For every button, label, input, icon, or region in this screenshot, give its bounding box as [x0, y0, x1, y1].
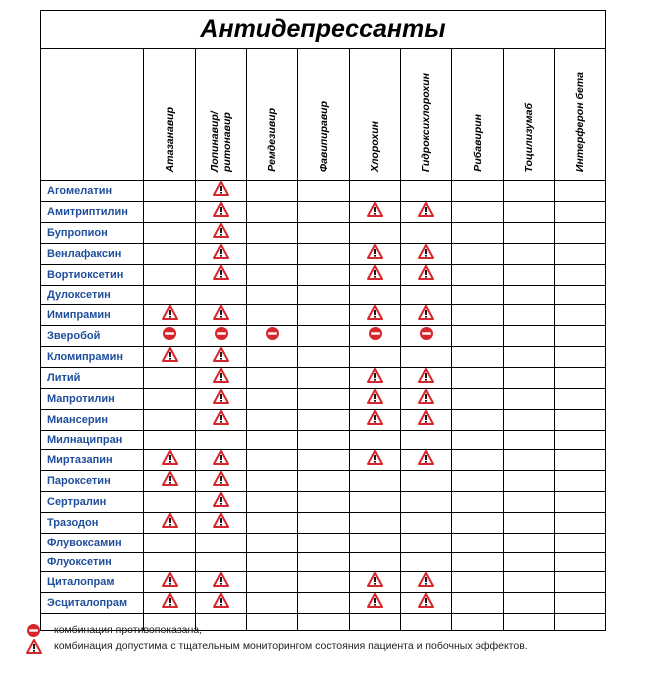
table-row [41, 513, 606, 534]
legend-caution-text: комбинация допустима с тщательным мониторингом состояния пациента и побочных эффектов. [54, 640, 528, 652]
empty-cell [350, 614, 401, 631]
empty-cell [555, 534, 606, 553]
empty-cell [401, 181, 452, 202]
empty-cell [196, 553, 247, 572]
empty-cell [555, 572, 606, 593]
warning-triangle-icon [401, 202, 452, 223]
empty-cell [555, 431, 606, 450]
warning-triangle-icon [144, 347, 196, 368]
empty-cell [452, 305, 504, 326]
column-header-label: Ремдезивир [266, 108, 278, 172]
empty-cell [401, 513, 452, 534]
column-header [144, 49, 196, 181]
empty-cell [298, 534, 350, 553]
empty-cell [452, 410, 504, 431]
column-header [247, 49, 298, 181]
column-header [452, 49, 504, 181]
drug-name: Флувоксамин [41, 534, 144, 553]
empty-cell [555, 305, 606, 326]
empty-cell [350, 431, 401, 450]
empty-cell [504, 410, 555, 431]
table-row [41, 389, 606, 410]
empty-cell [144, 244, 196, 265]
table-row [41, 450, 606, 471]
empty-cell [247, 572, 298, 593]
empty-cell [504, 513, 555, 534]
empty-cell [504, 471, 555, 492]
empty-cell [555, 265, 606, 286]
warning-triangle-icon [196, 572, 247, 593]
empty-cell [247, 534, 298, 553]
empty-cell [452, 534, 504, 553]
empty-cell [247, 450, 298, 471]
warning-triangle-icon [144, 572, 196, 593]
empty-cell [555, 513, 606, 534]
warning-triangle-icon [196, 513, 247, 534]
empty-cell [555, 181, 606, 202]
warning-triangle-icon [350, 450, 401, 471]
empty-cell [247, 410, 298, 431]
empty-cell [555, 553, 606, 572]
empty-cell [504, 223, 555, 244]
empty-cell [504, 572, 555, 593]
drug-name: Миртазапин [41, 450, 144, 471]
no-entry-icon [144, 326, 196, 347]
empty-cell [298, 471, 350, 492]
empty-cell [504, 534, 555, 553]
empty-cell [555, 389, 606, 410]
warning-triangle-icon [144, 450, 196, 471]
empty-cell [452, 614, 504, 631]
empty-cell [452, 347, 504, 368]
warning-triangle-icon [144, 513, 196, 534]
empty-cell [144, 181, 196, 202]
empty-cell [350, 471, 401, 492]
warning-triangle-icon [196, 492, 247, 513]
empty-cell [555, 286, 606, 305]
empty-cell [196, 534, 247, 553]
empty-cell [401, 347, 452, 368]
warning-triangle-icon [350, 389, 401, 410]
empty-cell [298, 389, 350, 410]
drug-name: Агомелатин [41, 181, 144, 202]
column-header [298, 49, 350, 181]
empty-cell [452, 326, 504, 347]
warning-triangle-icon [350, 305, 401, 326]
empty-cell [247, 553, 298, 572]
empty-cell [504, 553, 555, 572]
empty-cell [452, 368, 504, 389]
empty-cell [298, 410, 350, 431]
empty-cell [247, 286, 298, 305]
empty-cell [452, 202, 504, 223]
empty-cell [504, 265, 555, 286]
warning-triangle-icon [26, 639, 42, 657]
empty-cell [298, 513, 350, 534]
empty-cell [504, 286, 555, 305]
empty-cell [350, 492, 401, 513]
no-entry-icon [401, 326, 452, 347]
drug-name: Амитриптилин [41, 202, 144, 223]
empty-cell [555, 326, 606, 347]
empty-cell [247, 265, 298, 286]
empty-cell [298, 223, 350, 244]
drug-name: Милнаципран [41, 431, 144, 450]
drug-name: Флуоксетин [41, 553, 144, 572]
empty-cell [298, 244, 350, 265]
drug-name: Циталопрам [41, 572, 144, 593]
empty-cell [298, 450, 350, 471]
column-header-row [41, 49, 606, 181]
warning-triangle-icon [196, 244, 247, 265]
empty-cell [298, 614, 350, 631]
empty-cell [504, 181, 555, 202]
warning-triangle-icon [401, 244, 452, 265]
empty-cell [401, 492, 452, 513]
empty-cell [504, 305, 555, 326]
warning-triangle-icon [401, 410, 452, 431]
empty-cell [144, 431, 196, 450]
empty-cell [298, 593, 350, 614]
warning-triangle-icon [196, 265, 247, 286]
table-row [41, 410, 606, 431]
warning-triangle-icon [196, 410, 247, 431]
warning-triangle-icon [196, 389, 247, 410]
column-header-label: Гидроксихлорохин [420, 72, 432, 172]
empty-cell [452, 593, 504, 614]
table-row [41, 553, 606, 572]
column-header [196, 49, 247, 181]
empty-cell [555, 492, 606, 513]
empty-cell [196, 286, 247, 305]
warning-triangle-icon [401, 572, 452, 593]
empty-cell [144, 492, 196, 513]
empty-cell [247, 389, 298, 410]
warning-triangle-icon [401, 389, 452, 410]
warning-triangle-icon [350, 593, 401, 614]
drug-name: Зверобой [41, 326, 144, 347]
table-row [41, 181, 606, 202]
empty-cell [247, 223, 298, 244]
warning-triangle-icon [196, 593, 247, 614]
empty-cell [144, 410, 196, 431]
warning-triangle-icon [401, 368, 452, 389]
drug-name: Миансерин [41, 410, 144, 431]
empty-cell [247, 614, 298, 631]
empty-cell [247, 368, 298, 389]
empty-cell [298, 286, 350, 305]
empty-cell [555, 202, 606, 223]
table-row [41, 244, 606, 265]
empty-cell [144, 553, 196, 572]
empty-cell [247, 492, 298, 513]
table-row [41, 431, 606, 450]
empty-cell [452, 471, 504, 492]
empty-cell [452, 244, 504, 265]
empty-cell [247, 202, 298, 223]
empty-cell [247, 181, 298, 202]
empty-cell [144, 389, 196, 410]
warning-triangle-icon [196, 202, 247, 223]
empty-cell [401, 223, 452, 244]
empty-cell [144, 368, 196, 389]
empty-cell [298, 553, 350, 572]
drug-name: Мапротилин [41, 389, 144, 410]
warning-triangle-icon [350, 265, 401, 286]
table-row [41, 286, 606, 305]
empty-cell [504, 244, 555, 265]
empty-cell [452, 513, 504, 534]
empty-cell [298, 431, 350, 450]
empty-cell [247, 513, 298, 534]
empty-cell [144, 223, 196, 244]
empty-cell [452, 572, 504, 593]
empty-cell [555, 410, 606, 431]
empty-cell [504, 347, 555, 368]
empty-cell [452, 431, 504, 450]
table-row [41, 534, 606, 553]
empty-cell [555, 223, 606, 244]
empty-cell [350, 513, 401, 534]
empty-cell [555, 471, 606, 492]
empty-cell [247, 593, 298, 614]
table-row [41, 202, 606, 223]
empty-cell [247, 347, 298, 368]
warning-triangle-icon [401, 305, 452, 326]
table-row [41, 305, 606, 326]
empty-cell [196, 614, 247, 631]
empty-cell [401, 614, 452, 631]
empty-cell [452, 181, 504, 202]
column-header [504, 49, 555, 181]
empty-cell [452, 492, 504, 513]
empty-cell [555, 347, 606, 368]
legend-contraindicated-text: комбинация противопоказана, [54, 624, 203, 636]
table-row [41, 326, 606, 347]
warning-triangle-icon [196, 223, 247, 244]
empty-cell [504, 492, 555, 513]
empty-cell [298, 347, 350, 368]
table-title: Антидепрессанты [41, 11, 606, 49]
warning-triangle-icon [144, 305, 196, 326]
interaction-table [40, 10, 606, 631]
empty-cell [504, 326, 555, 347]
empty-cell [247, 244, 298, 265]
empty-cell [504, 368, 555, 389]
warning-triangle-icon [196, 305, 247, 326]
table-row [41, 572, 606, 593]
empty-cell [555, 614, 606, 631]
warning-triangle-icon [196, 368, 247, 389]
empty-cell [247, 471, 298, 492]
empty-cell [196, 431, 247, 450]
empty-cell [401, 534, 452, 553]
empty-cell [298, 326, 350, 347]
drug-name: Тразодон [41, 513, 144, 534]
warning-triangle-icon [350, 410, 401, 431]
empty-cell [401, 431, 452, 450]
empty-cell [298, 368, 350, 389]
drug-name: Кломипрамин [41, 347, 144, 368]
empty-cell [504, 450, 555, 471]
empty-cell [452, 450, 504, 471]
warning-triangle-icon [401, 593, 452, 614]
warning-triangle-icon [401, 450, 452, 471]
drug-name: Пароксетин [41, 471, 144, 492]
table-row [41, 492, 606, 513]
empty-cell [350, 553, 401, 572]
empty-cell [452, 223, 504, 244]
column-header-label: Лопинавир/ ритонавир [209, 111, 233, 172]
table-row [41, 265, 606, 286]
corner-cell [41, 49, 144, 181]
column-header [401, 49, 452, 181]
empty-cell [504, 593, 555, 614]
drug-name: Эсциталопрам [41, 593, 144, 614]
column-header-label: Тоцилизумаб [523, 102, 535, 172]
empty-cell [298, 202, 350, 223]
warning-triangle-icon [196, 347, 247, 368]
warning-triangle-icon [196, 471, 247, 492]
warning-triangle-icon [350, 368, 401, 389]
empty-cell [350, 286, 401, 305]
empty-cell [401, 286, 452, 305]
warning-triangle-icon [144, 471, 196, 492]
empty-cell [350, 347, 401, 368]
empty-cell [452, 265, 504, 286]
empty-cell [555, 368, 606, 389]
drug-name: Имипрамин [41, 305, 144, 326]
column-header-label: Хлорохин [369, 121, 381, 172]
no-entry-icon [196, 326, 247, 347]
empty-cell [555, 593, 606, 614]
drug-name: Бупропион [41, 223, 144, 244]
empty-cell [350, 181, 401, 202]
table-row [41, 347, 606, 368]
table-row [41, 593, 606, 614]
warning-triangle-icon [350, 572, 401, 593]
empty-cell [504, 202, 555, 223]
drug-name: Сертралин [41, 492, 144, 513]
empty-cell [504, 389, 555, 410]
empty-cell [555, 450, 606, 471]
empty-cell [247, 431, 298, 450]
empty-cell [504, 614, 555, 631]
empty-cell [298, 265, 350, 286]
empty-cell [452, 286, 504, 305]
warning-triangle-icon [196, 450, 247, 471]
column-header [350, 49, 401, 181]
column-header [555, 49, 606, 181]
warning-triangle-icon [401, 265, 452, 286]
table-row [41, 223, 606, 244]
empty-cell [298, 305, 350, 326]
no-entry-icon [247, 326, 298, 347]
empty-cell [247, 305, 298, 326]
empty-cell [401, 553, 452, 572]
column-header-label: Фавипиравир [317, 100, 330, 172]
empty-cell [350, 534, 401, 553]
empty-cell [452, 553, 504, 572]
empty-cell [298, 492, 350, 513]
empty-cell [401, 471, 452, 492]
column-header-label: Рибавирин [471, 114, 484, 172]
warning-triangle-icon [144, 593, 196, 614]
drug-name: Литий [41, 368, 144, 389]
empty-cell [144, 202, 196, 223]
empty-cell [144, 265, 196, 286]
empty-cell [298, 572, 350, 593]
warning-triangle-icon [350, 202, 401, 223]
empty-cell [298, 181, 350, 202]
warning-triangle-icon [196, 181, 247, 202]
warning-triangle-icon [350, 244, 401, 265]
no-entry-icon [350, 326, 401, 347]
drug-name: Вортиоксетин [41, 265, 144, 286]
drug-name: Венлафаксин [41, 244, 144, 265]
empty-cell [504, 431, 555, 450]
empty-cell [555, 244, 606, 265]
table-row [41, 471, 606, 492]
empty-cell [144, 286, 196, 305]
drug-name: Дулоксетин [41, 286, 144, 305]
empty-cell [452, 389, 504, 410]
column-header-label: Атазанавир [163, 106, 176, 172]
table-row [41, 368, 606, 389]
empty-cell [350, 223, 401, 244]
empty-cell [144, 534, 196, 553]
column-header-label: Интерферон бета [574, 71, 586, 172]
